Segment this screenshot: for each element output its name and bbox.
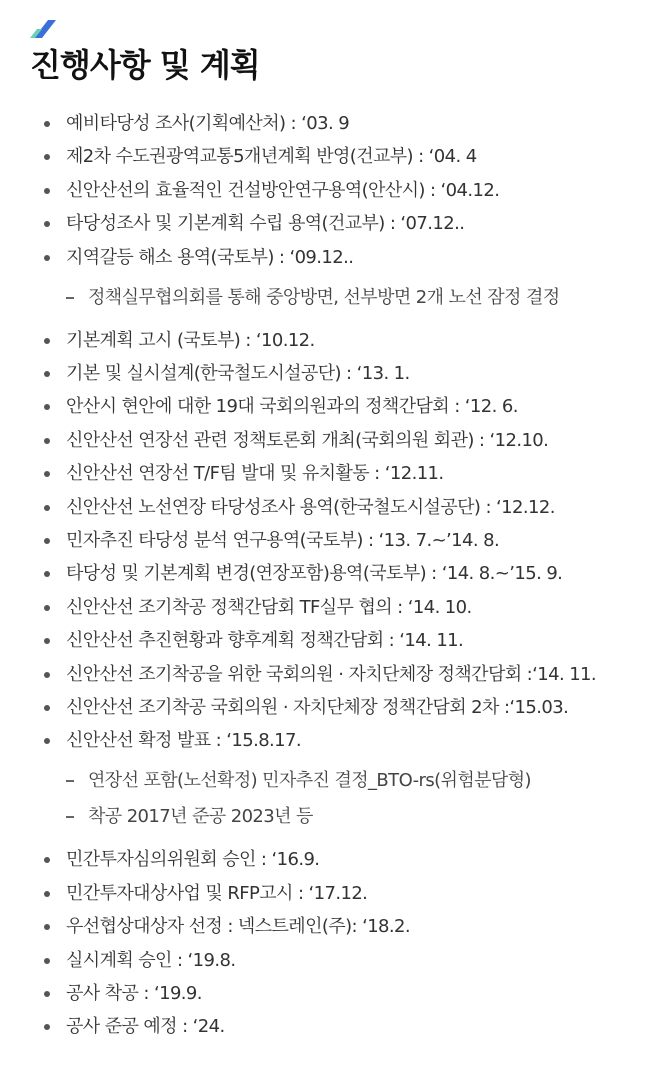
sub-list-item-text: 착공 2017년 준공 2023년 등 — [88, 806, 313, 828]
bullet-icon — [44, 924, 50, 930]
bullet-icon — [44, 154, 50, 160]
bullet-icon — [44, 1024, 50, 1030]
list-item-text: 신안산선 조기착공을 위한 국회의원 · 자치단체장 정책간담회 :‘14. 11. — [66, 663, 597, 685]
list-item-text: 기본 및 실시설계(한국철도시설공단) : ‘13. 1. — [66, 363, 410, 384]
list-item-text: 민자추진 타당성 분석 연구용역(국토부) : ‘13. 7.~’14. 8. — [66, 530, 500, 551]
bullet-icon — [44, 891, 50, 897]
list-item-text: 민간투자심의위원회 승인 : ‘16.9. — [66, 849, 320, 871]
list-item-text: 신안산선 확정 발표 : ‘15.8.17. — [66, 730, 302, 752]
list-item-text: 공사 준공 예정 : ‘24. — [66, 1016, 225, 1038]
list-item-text: 민간투자대상사업 및 RFP고시 : ‘17.12. — [66, 882, 368, 904]
list-item-text: 제2차 수도권광역교통5개년계획 반영(건교부) : ‘04. 4 — [66, 146, 477, 168]
list-item-text: 타당성 및 기본계획 변경(연장포함)용역(국토부) : ‘14. 8.~’15. 9. — [66, 563, 563, 585]
bullet-icon — [44, 371, 50, 377]
list-item-text: 신안산선 추진현황과 향후계획 정책간담회 : ‘14. 11. — [66, 630, 464, 652]
dash-icon — [66, 816, 74, 818]
title-accent-icon — [30, 20, 56, 38]
bullet-icon — [44, 672, 50, 678]
list-item-text: 신안산선 조기착공 정책간담회 TF실무 협의 : ‘14. 10. — [66, 596, 472, 618]
bullet-icon — [44, 958, 50, 964]
bullet-icon — [44, 471, 50, 477]
list-item-text: 신안산선의 효율적인 건설방안연구용역(안산시) : ‘04.12. — [66, 179, 500, 201]
list-item-text: 실시계획 승인 : ‘19.8. — [66, 949, 236, 971]
bullet-icon — [44, 121, 50, 127]
page-title: 진행사항 및 계획 — [30, 46, 260, 84]
list-item-text: 지역갈등 해소 용역(국토부) : ‘09.12.. — [66, 246, 354, 268]
bullet-icon — [44, 338, 50, 344]
bullet-icon — [44, 571, 50, 577]
bullet-icon — [44, 188, 50, 194]
list-item-text: 기본계획 고시 (국토부) : ‘10.12. — [66, 329, 315, 351]
dash-icon — [66, 297, 74, 299]
list-item-text: 우선협상대상자 선정 : 넥스트레인(주): ‘18.2. — [66, 916, 411, 938]
sub-list-item-text: 정책실무협의회를 통해 중앙방면, 선부방면 2개 노선 잠정 결정 — [88, 286, 560, 308]
sub-list-item-text: 연장선 포함(노선확정) 민자추진 결정_BTO-rs(위험분담형) — [88, 770, 531, 792]
dash-icon — [66, 780, 74, 782]
bullet-icon — [44, 538, 50, 544]
bullet-icon — [44, 605, 50, 611]
bullet-icon — [44, 738, 50, 744]
list-item-text: 신안산선 연장선 관련 정책토론회 개최(국회의원 회관) : ‘12.10. — [66, 429, 549, 451]
bullet-icon — [44, 505, 50, 511]
list-item-text: 안산시 현안에 대한 19대 국회의원과의 정책간담회 : ‘12. 6. — [66, 396, 518, 418]
list-item-text: 타당성조사 및 기본계획 수립 용역(건교부) : ‘07.12.. — [66, 213, 465, 235]
bullet-icon — [44, 255, 50, 261]
bullet-icon — [44, 638, 50, 644]
list-item-text: 신안산선 노선연장 타당성조사 용역(한국철도시설공단) : ‘12.12. — [66, 496, 555, 518]
bullet-icon — [44, 705, 50, 711]
list-item-text: 신안산선 조기착공 국회의원 · 자치단체장 정책간담회 2차 :‘15.03. — [66, 697, 569, 718]
bullet-icon — [44, 991, 50, 997]
list-item-text: 예비타당성 조사(기획예산처) : ‘03. 9 — [66, 113, 350, 134]
bullet-icon — [44, 404, 50, 410]
bullet-icon — [44, 221, 50, 227]
bullet-icon — [44, 857, 50, 863]
list-item-text: 신안산선 연장선 T/F팀 발대 및 유치활동 : ‘12.11. — [66, 463, 444, 485]
bullet-icon — [44, 438, 50, 444]
list-item-text: 공사 착공 : ‘19.9. — [66, 983, 202, 1004]
